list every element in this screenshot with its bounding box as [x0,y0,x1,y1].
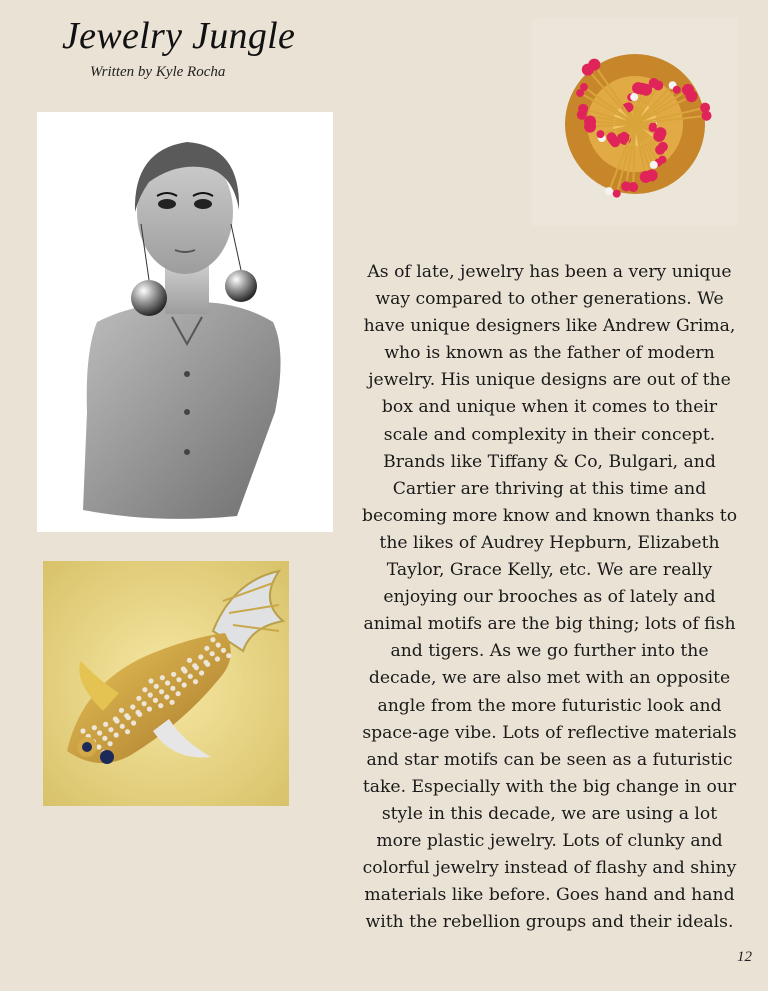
page-title: Jewelry Jungle [62,15,296,57]
ruby-brooch-photo [532,18,738,226]
portrait-photo [37,112,333,532]
fish-brooch-photo [43,561,289,806]
article-body: As of late, jewelry has been a very unique way compared to other generations. We have unique designers like Andrew Grima, who is known as the father of modern jewelry. His unique designs are out of the box and unique when it comes to their scale and complexity in their concept. Brands like Tiffany & Co, Bulgari, and Cartier are thriving at this time and becoming more know and known thanks to the likes of Audrey Hepburn, Elizabeth Taylor, Grace Kelly, etc. We are really enjoying our brooches as of lately and animal motifs are the big thing; lots of fish and tigers. As we go further into the decade, we are also met with an opposite angle from the more futuristic look and space-age vibe. Lots of reflective materials and star motifs can be seen as a futuristic take. Especially with the big change in our style in this decade, we are using a lot more plastic jewelry. Lots of clunky and colorful jewelry instead of flashy and shiny materials like before. Goes hand and hand with the rebellion groups and their ideals. [361,262,738,933]
page-number: 12 [737,949,752,965]
byline: Written by Kyle Rocha [90,64,226,80]
